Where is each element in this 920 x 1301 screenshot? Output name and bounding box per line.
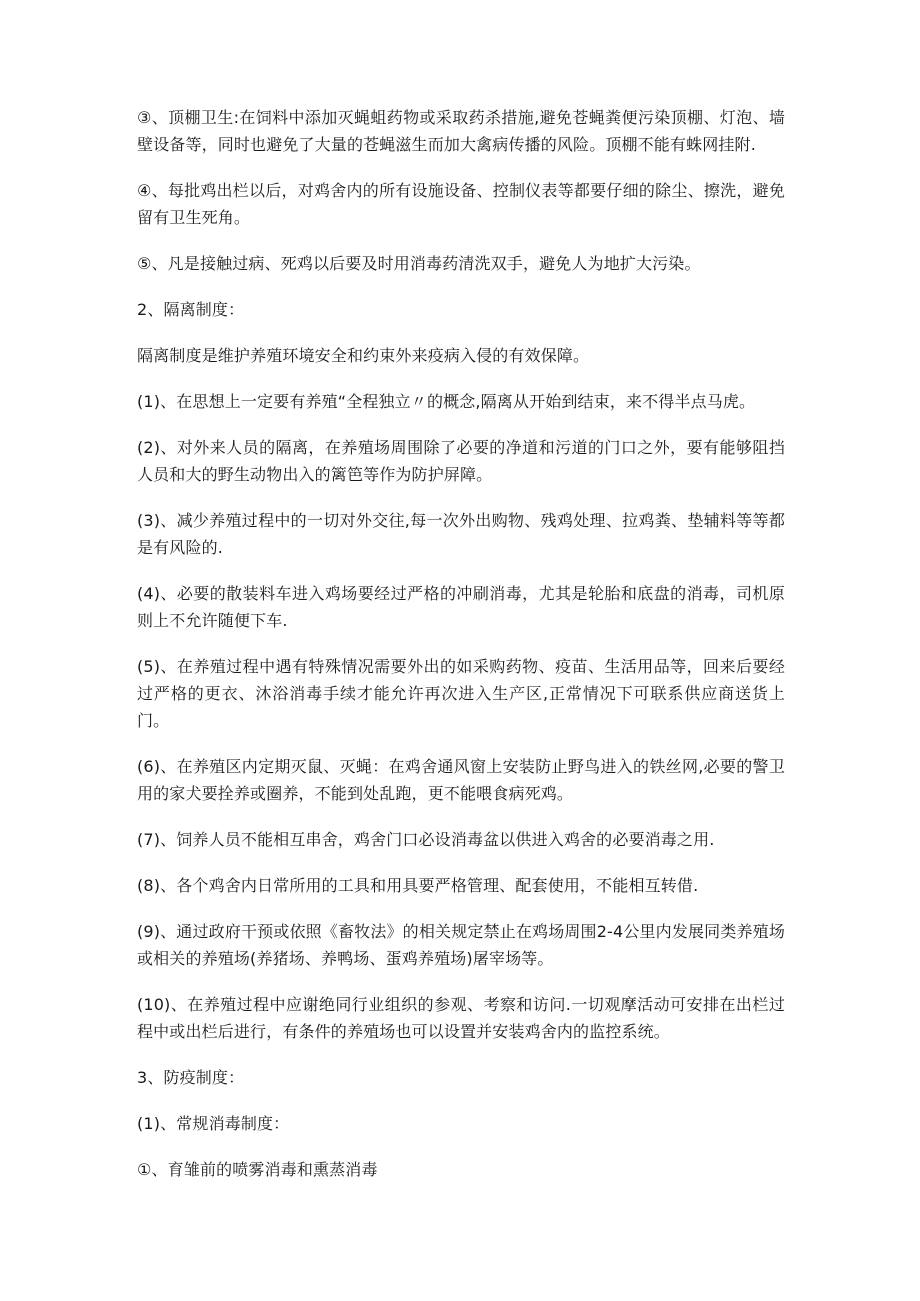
list-item-isolation-3: (3)、减少养殖过程中的一切对外交往,每一次外出购物、残鸡处理、拉鸡粪、垫辅料等等都是有风险的. (137, 511, 785, 557)
list-item-isolation-6: (6)、在养殖区内定期灭鼠、灭蝇：在鸡舍通风窗上安装防止野鸟进入的铁丝网,必要的警卫用的家犬要拴养或圈养，不能到处乱跑，更不能喂食病死鸡。 (137, 757, 785, 803)
paragraph-isolation-intro: 隔离制度是维护养殖环境安全和约束外来疫病入侵的有效保障。 (137, 346, 590, 365)
list-item-isolation-9: (9)、通过政府干预或依照《畜牧法》的相关规定禁止在鸡场周围2-4公里内发展同类养殖场或相关的养殖场(养猪场、养鸭场、蛋鸡养殖场)屠宰场等。 (137, 922, 785, 968)
list-item-isolation-8: (8)、各个鸡舍内日常所用的工具和用具要严格管理、配套使用，不能相互转借. (137, 876, 699, 895)
section-heading-epidemic-prevention: 3、防疫制度： (137, 1068, 245, 1087)
paragraph-ceiling-hygiene: ③、顶棚卫生:在饲料中添加灭蝇蛆药物或采取药杀措施,避免苍蝇粪便污染顶棚、灯泡、墙壁设备等，同时也避免了大量的苍蝇滋生而加大禽病传播的风险。顶棚不能有蛛网挂附. (137, 108, 785, 154)
paragraph-post-batch-cleaning: ④、每批鸡出栏以后，对鸡舍内的所有设施设备、控制仪表等都要仔细的除尘、擦洗，避免留有卫生死角。 (137, 181, 785, 227)
list-item-isolation-2: (2)、对外来人员的隔离，在养殖场周围除了必要的净道和污道的门口之外，要有能够阻挡人员和大的野生动物出入的篱笆等作为防护屏障。 (137, 438, 785, 484)
list-item-isolation-10: (10)、在养殖过程中应谢绝同行业组织的参观、考察和访问.一切观摩活动可安排在出栏过程中或出栏后进行，有条件的养殖场也可以设置并安装鸡舍内的监控系统。 (137, 995, 785, 1041)
document-body (137, 104, 785, 1183)
paragraph-hand-washing: ⑤、凡是接触过病、死鸡以后要及时用消毒药清洗双手，避免人为地扩大污染。 (137, 254, 701, 273)
subheading-routine-disinfection: (1)、常规消毒制度： (137, 1114, 290, 1133)
section-heading-isolation: 2、隔离制度： (137, 300, 245, 319)
list-item-isolation-7: (7)、饲养人员不能相互串舍，鸡舍门口必设消毒盆以供进入鸡舍的必要消毒之用. (137, 830, 715, 849)
list-item-isolation-1: (1)、在思想上一定要有养殖“全程独立〃的概念,隔离从开始到结束，来不得半点马虎。 (137, 392, 756, 411)
list-item-isolation-4: (4)、必要的散装料车进入鸡场要经过严格的冲刷消毒，尤其是轮胎和底盘的消毒，司机原则上不允许随便下车. (137, 584, 785, 630)
list-item-brooding-disinfection: ①、育雏前的喷雾消毒和熏蒸消毒 (137, 1160, 378, 1179)
list-item-isolation-5: (5)、在养殖过程中遇有特殊情况需要外出的如采购药物、疫苗、生活用品等，回来后要经过严格的更衣、沐浴消毒手续才能允许再次进入生产区,正常情况下可联系供应商送货上门。 (137, 657, 785, 730)
